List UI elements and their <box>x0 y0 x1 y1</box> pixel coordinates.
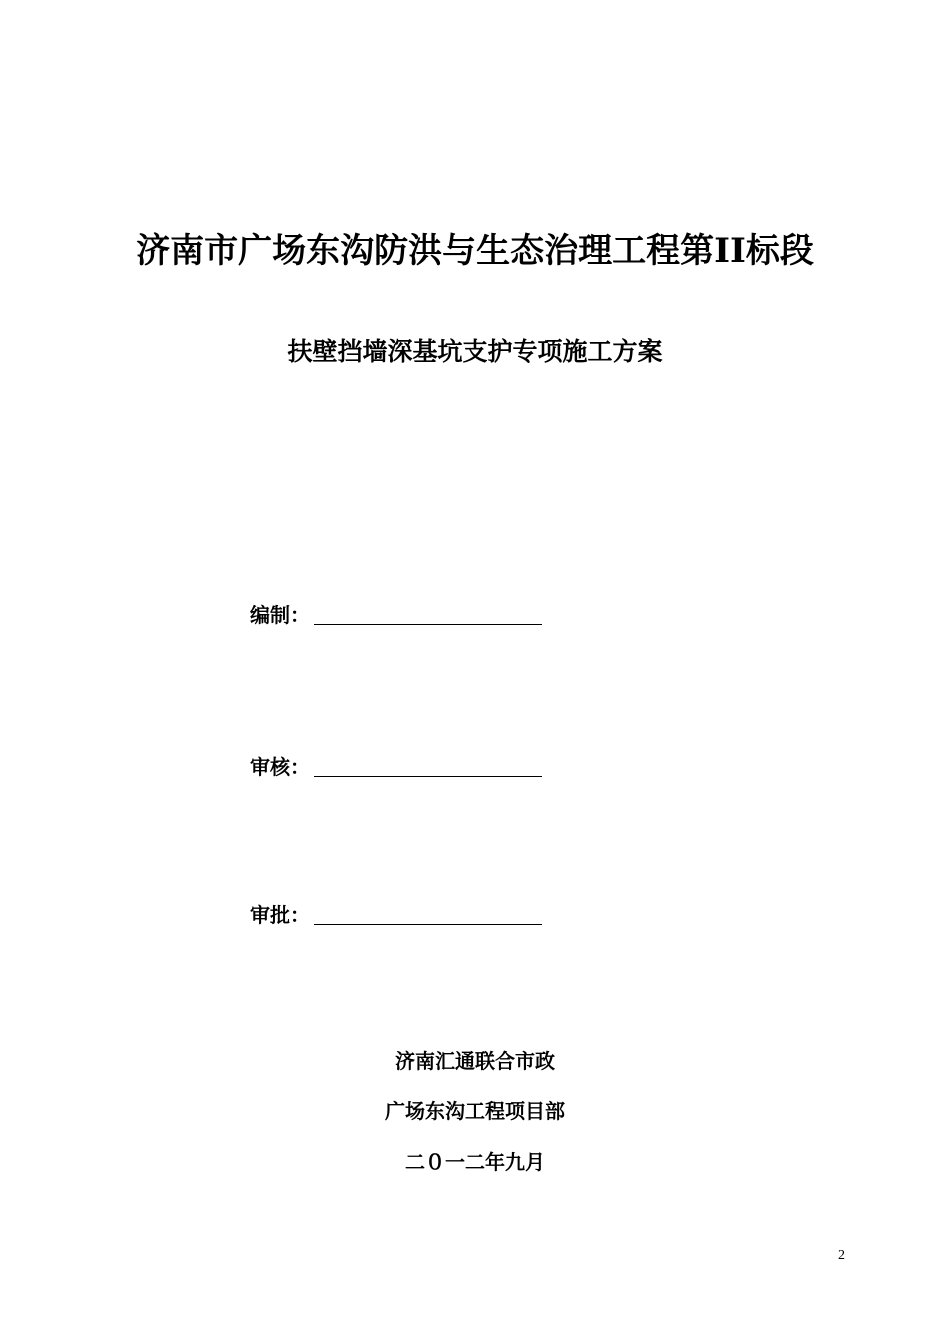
department-name: 广场东沟工程项目部 <box>385 1099 565 1123</box>
document-title: 济南市广场东沟防洪与生态治理工程第II标段 <box>136 231 814 271</box>
company-name: 济南汇通联合市政 <box>395 1049 555 1073</box>
page-number: 2 <box>838 1248 845 1263</box>
approved-by-label: 审批： <box>250 903 310 927</box>
approved-by-row <box>250 897 542 929</box>
reviewed-by-label: 审核： <box>250 755 310 779</box>
reviewed-by-signature-line <box>314 776 542 777</box>
compiled-by-signature-line <box>314 624 542 625</box>
compiled-by-label: 编制： <box>250 603 310 627</box>
approved-by-signature-line <box>314 924 542 925</box>
compiled-by-row <box>250 597 542 629</box>
document-subtitle: 扶壁挡墙深基坑支护专项施工方案 <box>287 337 663 366</box>
document-date: 二０一二年九月 <box>405 1150 545 1174</box>
reviewed-by-row <box>250 749 542 781</box>
